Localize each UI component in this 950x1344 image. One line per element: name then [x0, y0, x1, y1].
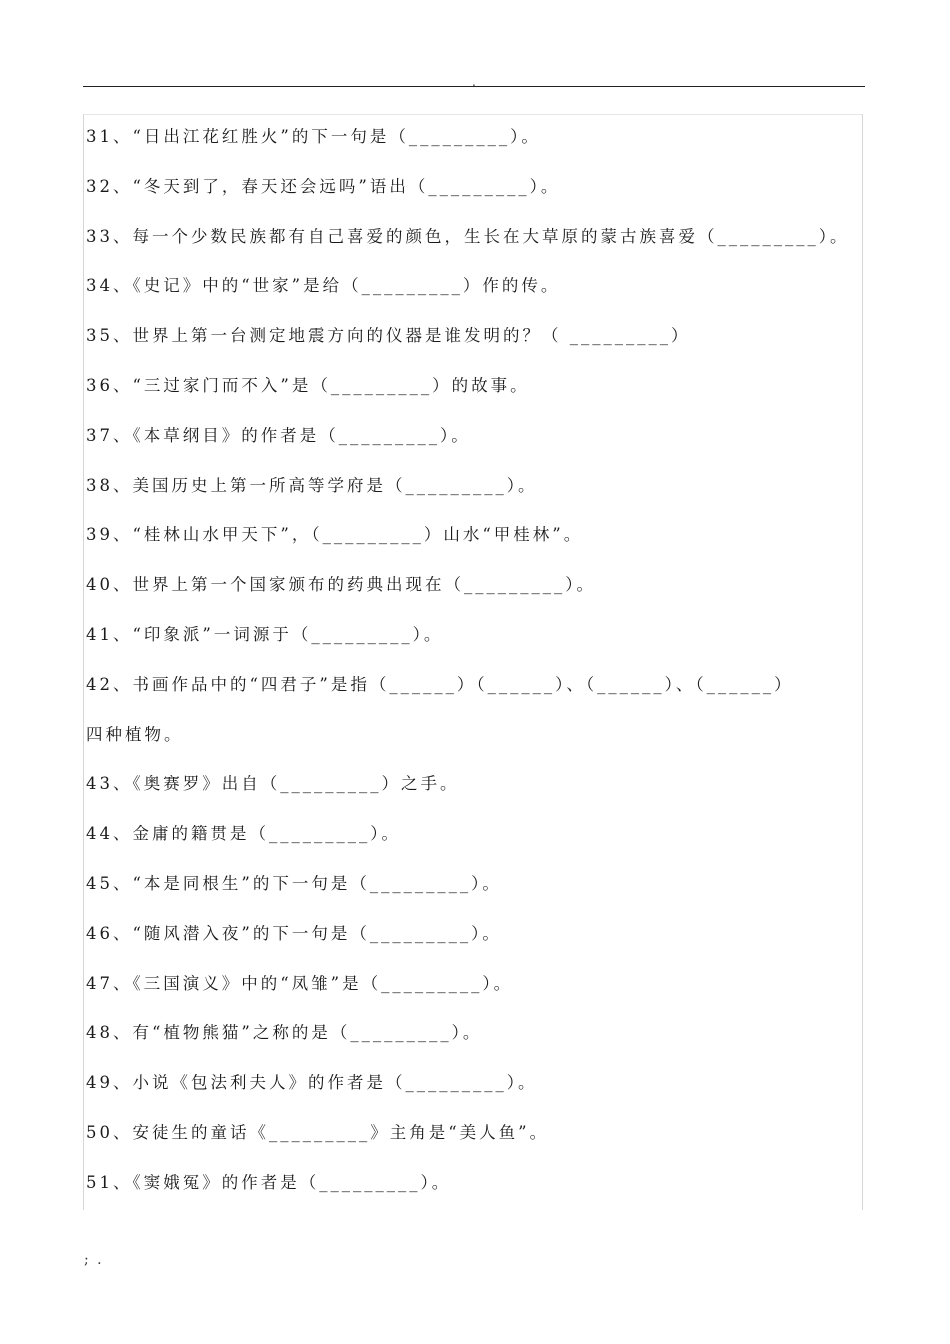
question-39: 39、“桂林山水甲天下”，（_________）山水“甲桂林”。 — [86, 525, 584, 545]
question-43: 43、《奥赛罗》出自（_________）之手。 — [86, 774, 460, 794]
header-mark: . — [472, 75, 476, 89]
question-33: 33、每一个少数民族都有自己喜爱的颜色，生长在大草原的蒙古族喜爱（_________）。 — [86, 226, 850, 246]
question-51: 51、《窦娥冤》的作者是（_________）。 — [86, 1172, 452, 1192]
question-38: 38、美国历史上第一所高等学府是（_________）。 — [86, 475, 538, 495]
question-32: 32、“冬天到了，春天还会远吗”语出（_________）。 — [86, 176, 561, 196]
question-list — [86, 112, 866, 1208]
question-42: 42、书画作品中的“四君子”是指（______）（______）、（______）、（______） — [86, 674, 794, 694]
question-48: 48、有“植物熊猫”之称的是（_________）。 — [86, 1023, 483, 1043]
question-46: 46、“随风潜入夜”的下一句是（_________）。 — [86, 923, 502, 943]
question-45: 45、“本是同根生”的下一句是（_________）。 — [86, 873, 502, 893]
question-37: 37、《本草纲目》的作者是（_________）。 — [86, 425, 471, 445]
question-35: 35、世界上第一台测定地震方向的仪器是谁发明的？（ _________） — [86, 326, 691, 346]
question-40: 40、世界上第一个国家颁布的药典出现在（_________）。 — [86, 575, 596, 595]
header-rule — [83, 86, 865, 87]
question-50: 50、安徒生的童话《_________》主角是“美人鱼”。 — [86, 1122, 550, 1142]
question-36: 36、“三过家门而不入”是（_________）的故事。 — [86, 375, 530, 395]
question-34: 34、《史记》中的“世家”是给（_________）作的传。 — [86, 276, 561, 296]
question-44: 44、金庸的籍贯是（_________）。 — [86, 824, 401, 844]
question-41: 41、“印象派”一词源于（_________）。 — [86, 624, 444, 644]
question-31: 31、“日出江花红胜火”的下一句是（_________）。 — [86, 127, 541, 146]
question-49: 49、小说《包法利夫人》的作者是（_________）。 — [86, 1073, 538, 1093]
question-47: 47、《三国演义》中的“凤雏”是（_________）。 — [86, 973, 514, 993]
footer-mark: ; . — [84, 1252, 104, 1268]
question-42-continued: 四种植物。 — [86, 724, 184, 744]
